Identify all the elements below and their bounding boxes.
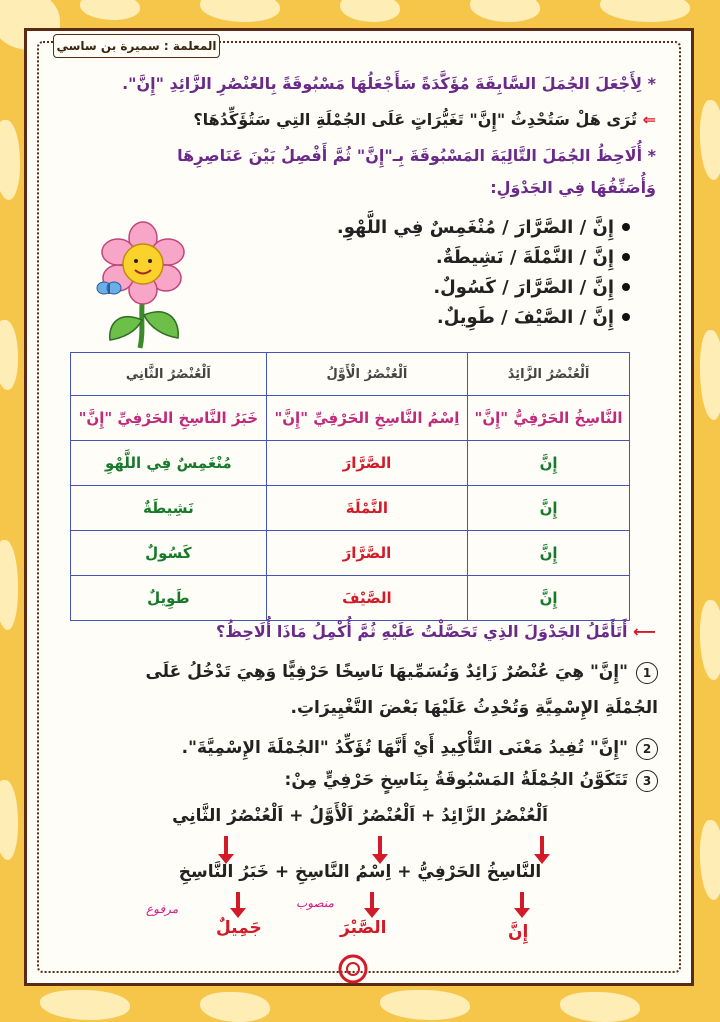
down-arrow-icon (540, 836, 544, 856)
table-cell: النَّمْلَةَ (266, 486, 467, 531)
classification-table (70, 352, 630, 621)
table-cell: الصَّرَّارَ (266, 531, 467, 576)
flower-illustration (88, 220, 198, 350)
table-cell: الصَّيْفَ (266, 576, 467, 621)
list-item-text: إِنَّ / الصَّيْفَ / طَوِيلٌ. (436, 306, 614, 328)
table-cell: مُنْغَمِسٌ فِي اللَّهْوِ (71, 441, 267, 486)
note-text: تَتَكَوَّنُ الجُمْلَةُ المَسْبُوقَةُ بِنَاسِخٍ حَرْفِيٍّ مِنْ: (284, 770, 628, 790)
list-item (330, 302, 630, 332)
subheader-cell: اِسْمُ النَّاسِخِ الحَرْفِيِّ "إِنَّ" (266, 396, 467, 441)
list-item-text: إِنَّ / الصَّرَّارَ / كَسُولٌ. (433, 276, 614, 298)
list-item-text: إِنَّ / النَّمْلَةَ / نَشِيطَةٌ. (435, 246, 614, 268)
arrow-icon: ⇐ (637, 110, 656, 129)
page-number-stamp (336, 952, 370, 986)
header-first-element: اَلْعُنْصُرُ الْأَوَّلُ (266, 353, 467, 396)
tag-mansub: منصوب (296, 896, 334, 910)
example-word-predicate: جَمِيلٌ (216, 918, 262, 938)
subheader-cell: خَبَرُ النَّاسِخِ الحَرْفِيِّ "إِنَّ" (71, 396, 267, 441)
note-2 (56, 738, 658, 760)
list-item-text: إِنَّ / الصَّرَّارَ / مُنْغَمِسٌ فِي اللَّهْوِ. (336, 216, 614, 238)
example-word-subject: الصَّبْرَ (340, 918, 387, 938)
table-cell: إِنَّ (468, 441, 630, 486)
list-item (330, 272, 630, 302)
number-badge: 2 (636, 738, 658, 760)
intro-line-2-text: تُرَى هَلْ سَتُحْدِثُ "إِنَّ" تَغَيُّرَاتٍ عَلَى الجُمْلَةِ التِي سَتُؤَكِّدُهَا؟ (193, 110, 638, 129)
bullet-icon (622, 253, 630, 261)
intro-line-1: * لِأَجْعَلَ الجُمَلَ السَّابِقَةَ مُؤَكَّدَةً سَأَجْعَلُهَا مَسْبُوقَةً بِالعُنْصُرِ الزَّائِدِ "إِنَّ". (122, 74, 656, 93)
table-row (71, 486, 630, 531)
table-row (71, 441, 630, 486)
bullet-icon (622, 283, 630, 291)
teacher-label: المعلمة : سميرة بن ساسي (53, 34, 220, 58)
table-cell: إِنَّ (468, 531, 630, 576)
header-second-element: اَلْعُنْصُرُ الثَّانِي (71, 353, 267, 396)
note-text: "إِنَّ" هِيَ عُنْصُرٌ زَائِدٌ وَنُسَمِّيهَا نَاسِخًا حَرْفِيًّا وَهِيَ تَدْخُلُ عَلَى (145, 662, 628, 682)
intro-line-2 (58, 110, 656, 129)
intro-line-3: * أُلَاحِظُ الجُمَلَ التَّالِيَةَ المَسْبُوقَةَ بِـ"إِنَّ" ثُمَّ أَفْصِلُ بَيْنَ عَنَاصِرِهَا (177, 146, 656, 165)
down-arrow-icon (224, 836, 228, 856)
down-arrow-icon (370, 892, 374, 910)
list-item (330, 212, 630, 242)
table-cell: طَوِيلٌ (71, 576, 267, 621)
arrow-icon: ⟵ (627, 622, 656, 641)
table-subheader-row (71, 396, 630, 441)
question-line (58, 622, 656, 641)
question-text: أَتَأَمَّلُ الجَدْوَلَ الذِي تَحَصَّلْتُ عَلَيْهِ ثُمَّ أُكْمِلُ مَاذَا أُلَاحِظُ؟ (215, 622, 628, 641)
header-extra-element: اَلْعُنْصُرُ الزَّائِدُ (468, 353, 630, 396)
formula-roles: النَّاسِخُ الحَرْفِيُّ + اِسْمُ النَّاسِخِ + خَبَرُ النَّاسِخِ (178, 862, 542, 882)
bullet-icon (622, 313, 630, 321)
table-cell: الصَّرَّارَ (266, 441, 467, 486)
table-cell: نَشِيطَةٌ (71, 486, 267, 531)
bullet-icon (622, 223, 630, 231)
subheader-cell: النَّاسِخُ الحَرْفِيُّ "إِنَّ" (468, 396, 630, 441)
down-arrow-icon (236, 892, 240, 910)
intro-line-4: وَأُصَنِّفُهَا فِي الجَدْوَلِ: (490, 178, 656, 197)
list-item (330, 242, 630, 272)
tag-marfu: مرفوع (146, 902, 179, 916)
table-cell: إِنَّ (468, 576, 630, 621)
table-cell: إِنَّ (468, 486, 630, 531)
note-1-cont: الجُمْلَةِ الإِسْمِيَّةِ وَتُحْدِثُ عَلَيْهَا بَعْضَ التَّغْيِيرَاتِ. (290, 698, 658, 718)
example-word-inna: إِنَّ (508, 922, 529, 942)
formula-elements: اَلْعُنْصُرُ الزَّائِدُ + اَلْعُنْصُرُ اَلْأَوَّلُ + اَلْعُنْصُرُ الثَّانِي (172, 806, 548, 826)
table-header-row (71, 353, 630, 396)
down-arrow-icon (378, 836, 382, 856)
table-cell: كَسُولٌ (71, 531, 267, 576)
down-arrow-icon (520, 892, 524, 910)
note-text: "إِنَّ" تُفِيدُ مَعْنَى التَّأْكِيدِ أَيْ أَنَّهَا تُؤَكِّدُ "الجُمْلَةَ الإِسْمِيَّةَ". (181, 738, 628, 758)
sentence-list (330, 212, 630, 332)
number-badge: 1 (636, 662, 658, 684)
table-row (71, 531, 630, 576)
note-3 (56, 770, 658, 792)
table-row (71, 576, 630, 621)
note-1 (56, 662, 658, 684)
number-badge: 3 (636, 770, 658, 792)
